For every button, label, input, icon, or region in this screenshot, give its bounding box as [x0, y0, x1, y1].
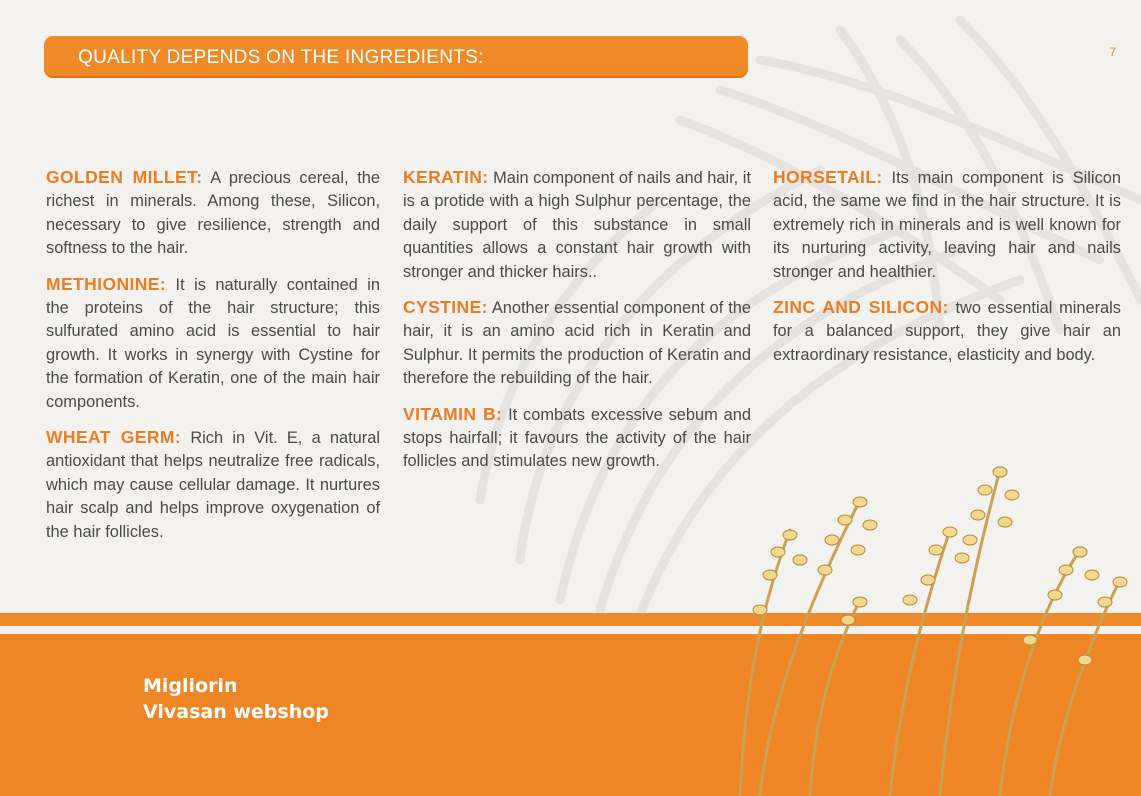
ingredient-description: two essential minerals for a balanced support, they give hair an extraordinary resistance, elasticity and body. [773, 299, 1122, 364]
watermark-line-2: Vivasan webshop [143, 701, 329, 723]
ingredient-description: A precious cereal, the richest in minerals. Among these, Silicon, necessary to give resilience, strength and softness to the hair. [46, 169, 380, 258]
ingredient-term: WHEAT GERM: [46, 427, 182, 448]
ingredient-vitamin-b [403, 403, 751, 474]
ingredient-term: KERATIN: [403, 167, 489, 187]
ingredient-term: ZINC AND SILICON: [773, 297, 949, 318]
ingredient-term: GOLDEN MILLET: [46, 167, 203, 187]
ingredient-keratin [403, 166, 751, 284]
ingredient-methionine [46, 273, 380, 414]
watermark-text [143, 673, 329, 725]
ingredients-column-2 [403, 166, 751, 486]
ingredients-column-3 [773, 166, 1121, 379]
ingredient-wheat-germ [46, 426, 380, 544]
ingredient-cystine [403, 296, 751, 391]
ingredients-column-1 [46, 166, 380, 556]
ingredient-description: It combats excessive sebum and stops hairfall; it favours the activity of the hair follicles and stimulates new growth. [403, 405, 751, 471]
ingredient-horsetail [773, 166, 1121, 284]
ingredient-description: Its main component is Silicon acid, the same we find in the hair structure. It is extremely rich in minerals and is well known for its nurturing activity, leaving hair and nails stronger and healthier. [773, 169, 1121, 281]
watermark-line-1: Migliorin [143, 675, 238, 697]
ingredient-term: HORSETAIL: [773, 167, 883, 187]
ingredient-description: Rich in Vit. E, a natural antioxidant that helps neutralize free radicals, which may cause cellular damage. It nurtures hair scalp and helps improve oxygenation of the hair follicles. [46, 429, 381, 541]
ingredient-zinc-and-silicon [773, 296, 1121, 367]
ingredient-golden-millet [46, 166, 380, 261]
ingredient-term: CYSTINE: [403, 297, 488, 318]
section-title: QUALITY DEPENDS ON THE INGREDIENTS: [78, 47, 484, 68]
ingredient-term: METHIONINE: [46, 273, 167, 294]
ingredient-term: VITAMIN B: [403, 403, 503, 424]
page-number: 7 [1109, 45, 1116, 59]
ingredient-description: It is naturally contained in the proteins of the hair structure; this sulfurated amino acid is essential to hair growth. It works in synergy with Cystine for the formation of Keratin, one of the main hair components. [46, 275, 380, 411]
ingredient-description: Main component of nails and hair, it is a protide with a high Sulphur percentage, the daily support of this substance in small quantities allows a constant hair growth with stronger and thicker hairs.. [403, 169, 751, 281]
section-header-bar [44, 36, 748, 78]
ingredient-description: Another essential component of the hair, it is an amino acid rich in Keratin and Sulphur. It permits the production of Keratin and therefore the rebuilding of the hair. [403, 299, 751, 388]
golden-millet-illustration [700, 440, 1141, 796]
